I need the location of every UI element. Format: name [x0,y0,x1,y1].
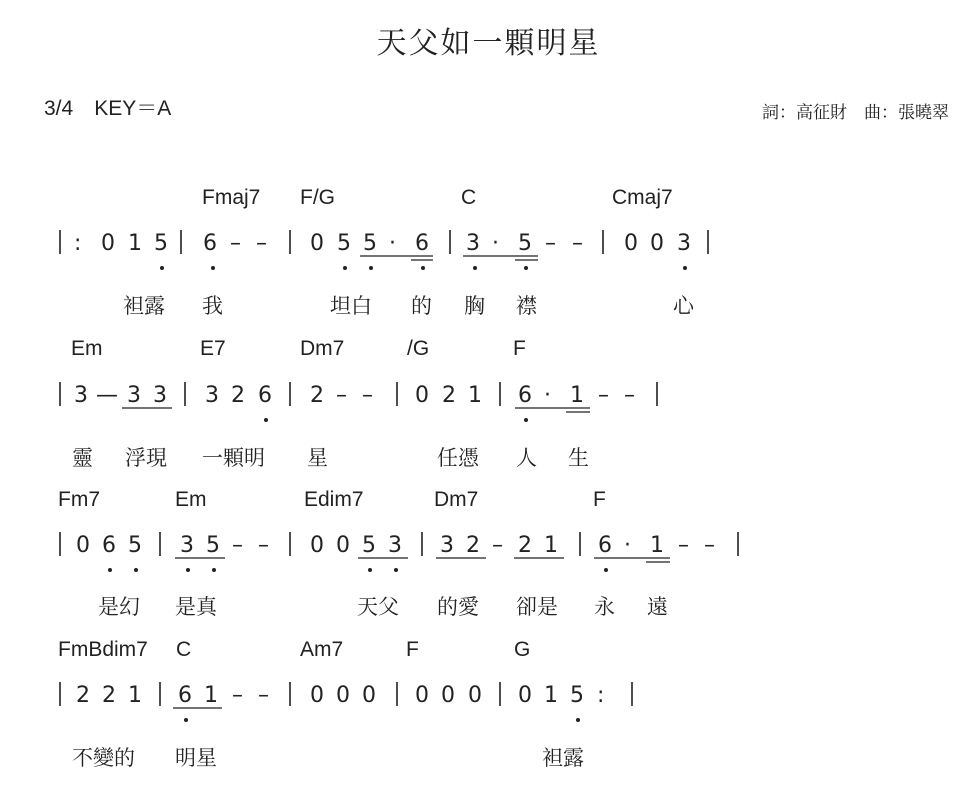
svg-text:·: · [624,533,631,558]
svg-text:·: · [492,231,499,256]
svg-text:·: · [544,383,551,408]
lyric: 永 [594,595,615,619]
svg-text:2: 2 [102,683,116,708]
chord: Edim7 [304,488,364,511]
svg-text:0: 0 [310,533,324,558]
chord: C [176,638,192,661]
chord: Dm7 [434,488,479,511]
svg-text:0: 0 [415,683,429,708]
lyric: 袒露 [542,746,584,770]
svg-text:5: 5 [570,683,584,708]
notation-row-2 [60,382,657,422]
svg-text:–: – [572,231,583,256]
chord: Em [71,337,103,360]
svg-text:2: 2 [231,383,245,408]
lyric: 遠 [647,595,668,619]
svg-text:6: 6 [102,533,116,558]
svg-text:6: 6 [203,231,217,256]
chord: Am7 [300,638,344,661]
lyric: 天父 [357,595,399,619]
chord: FmBdim7 [58,638,148,661]
svg-text:1: 1 [128,231,142,256]
svg-text:3: 3 [180,533,194,558]
chord: Em [175,488,207,511]
svg-text:1: 1 [570,383,584,408]
svg-text:2: 2 [518,533,532,558]
svg-text:–: – [230,231,241,256]
svg-text:0: 0 [336,533,350,558]
svg-text:–: – [256,231,267,256]
svg-text:–: – [704,533,715,558]
notation-row-4 [60,682,632,722]
svg-text:0: 0 [336,683,350,708]
svg-text:1: 1 [468,383,482,408]
svg-text:5: 5 [362,533,376,558]
lyric: 的 [411,294,432,318]
svg-text:0: 0 [518,683,532,708]
chord: G [514,638,531,661]
svg-text:2: 2 [466,533,480,558]
svg-text:1: 1 [544,683,558,708]
lyric: 坦白 [330,294,372,318]
svg-text:·: · [389,231,396,256]
svg-text:2: 2 [76,683,90,708]
song-title: 天父如一顆明星 [376,26,601,61]
chord: C [461,186,477,209]
notation-row-3 [60,532,738,572]
svg-text:0: 0 [415,383,429,408]
lyric: 不變的 [72,746,135,770]
svg-text:–: – [598,383,609,408]
svg-text::: : [597,683,605,708]
notation-row-1 [60,230,708,270]
lyric: 靈 [72,446,93,470]
lyric: 明星 [175,746,217,770]
svg-text:5: 5 [154,231,168,256]
chord: F [593,488,606,511]
svg-text:5: 5 [363,231,377,256]
svg-text::: : [74,231,82,256]
chord: Dm7 [300,337,345,360]
svg-text:0: 0 [468,683,482,708]
svg-text:6: 6 [518,383,532,408]
svg-text:0: 0 [310,683,324,708]
svg-text:0: 0 [441,683,455,708]
svg-text:5: 5 [337,231,351,256]
chord: F [513,337,526,360]
svg-text:3: 3 [388,533,402,558]
lyric: 卻是 [516,595,558,619]
svg-text:6: 6 [178,683,192,708]
svg-text:6: 6 [598,533,612,558]
chord: F [406,638,419,661]
svg-text:3: 3 [153,383,167,408]
lyric: 我 [202,294,223,318]
chord: Fmaj7 [202,186,261,209]
lyric: 的愛 [437,595,479,619]
time-key-signature: 3/4 KEY＝A [44,97,172,120]
lyric: 浮現 [125,446,167,470]
svg-text:0: 0 [76,533,90,558]
svg-text:2: 2 [442,383,456,408]
svg-text:–: – [678,533,689,558]
svg-text:–: – [258,683,269,708]
chord: E7 [200,337,226,360]
svg-text:3: 3 [127,383,141,408]
lyric: 人 [516,446,537,470]
lyric: 胸 [464,294,485,318]
svg-text:–: – [336,383,347,408]
svg-text:2: 2 [310,383,324,408]
svg-text:–: – [624,383,635,408]
lyric: 心 [673,294,694,318]
svg-text:3: 3 [440,533,454,558]
svg-text:1: 1 [544,533,558,558]
svg-text:1: 1 [650,533,664,558]
svg-text:–: – [545,231,556,256]
svg-text:5: 5 [518,231,532,256]
svg-text:3: 3 [677,231,691,256]
svg-text:0: 0 [650,231,664,256]
svg-text:5: 5 [128,533,142,558]
svg-text:3: 3 [466,231,480,256]
svg-text:1: 1 [128,683,142,708]
chord: /G [407,337,430,360]
svg-text:3: 3 [74,383,88,408]
svg-text:—: — [96,383,118,408]
lyric: 袒露 [123,294,165,318]
lyric: 是幻 [98,595,140,619]
chord: Cmaj7 [612,186,673,209]
lyric: 是真 [175,595,217,619]
svg-text:–: – [232,533,243,558]
chord: Fm7 [58,488,100,511]
svg-text:–: – [362,383,373,408]
lyric: 生 [568,446,589,470]
lyric: 一顆明 [202,446,265,470]
svg-text:–: – [492,533,503,558]
svg-text:5: 5 [206,533,220,558]
svg-text:0: 0 [362,683,376,708]
chord: F/G [300,186,335,209]
lyric: 星 [307,446,328,470]
svg-text:0: 0 [624,231,638,256]
svg-text:0: 0 [310,231,324,256]
svg-text:–: – [258,533,269,558]
svg-text:3: 3 [205,383,219,408]
svg-text:6: 6 [258,383,272,408]
svg-text:–: – [232,683,243,708]
svg-text:6: 6 [415,231,429,256]
svg-text:1: 1 [204,683,218,708]
lyric: 襟 [516,294,537,318]
lyric: 任憑 [437,446,479,470]
svg-text:0: 0 [101,231,115,256]
credits: 詞：高征財 曲：張曉翠 [762,103,949,123]
